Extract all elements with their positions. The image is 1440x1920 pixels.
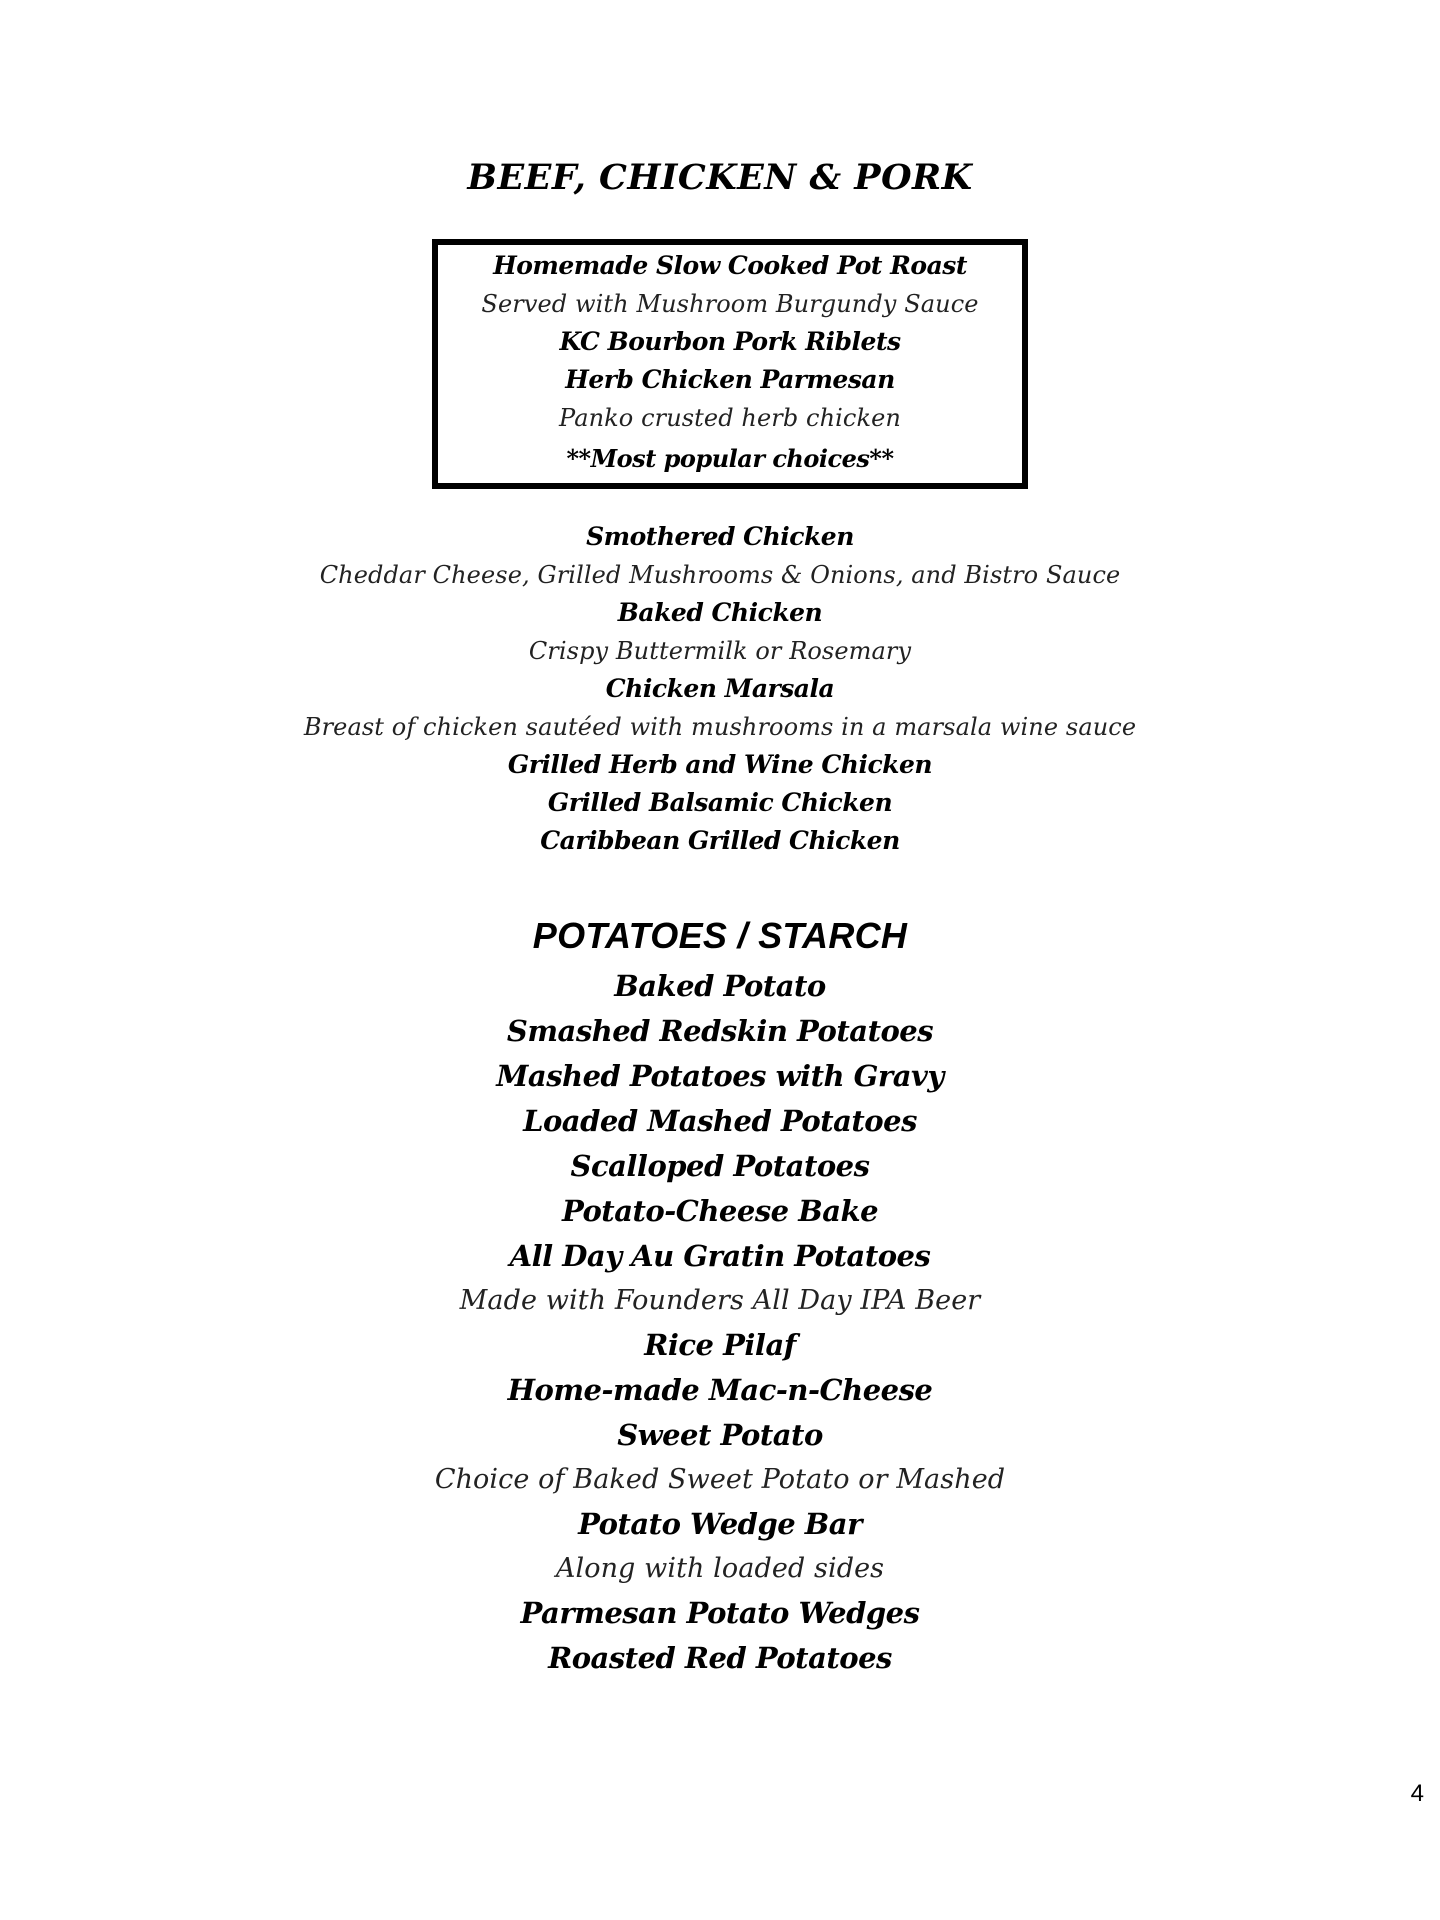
item-description: Crispy Buttermilk or Rosemary <box>528 637 912 665</box>
item-name: Grilled Balsamic Chicken <box>547 788 893 817</box>
page-number: 4 <box>1410 1780 1424 1807</box>
menu-item-mashed-gravy <box>0 1054 1440 1099</box>
item-name: KC Bourbon Pork Riblets <box>559 327 901 356</box>
menu-item-rice-pilaf <box>0 1323 1440 1368</box>
item-name: Mashed Potatoes with Gravy <box>496 1059 944 1093</box>
popular-items-list <box>432 247 1028 481</box>
item-description: Cheddar Cheese, Grilled Mushrooms & Onions, and Bistro Sauce <box>319 561 1121 589</box>
section-heading-potatoes-starch: POTATOES / STARCH <box>532 915 908 956</box>
item-name: Scalloped Potatoes <box>570 1149 870 1183</box>
item-name: Smothered Chicken <box>586 522 854 551</box>
item-name: Homemade Slow Cooked Pot Roast <box>493 251 967 280</box>
item-description: Served with Mushroom Burgundy Sauce <box>481 290 979 318</box>
item-name: Herb Chicken Parmesan <box>565 365 895 394</box>
menu-item-scalloped <box>0 1144 1440 1189</box>
menu-item-parmesan-wedges <box>0 1591 1440 1636</box>
item-description: Breast of chicken sautéed with mushrooms in a marsala wine sauce <box>303 713 1137 741</box>
menu-item-grilled-herb-wine-chicken <box>0 746 1440 784</box>
menu-item-baked-potato <box>0 964 1440 1009</box>
potatoes-starch-items-list <box>0 964 1440 1681</box>
item-name: Roasted Red Potatoes <box>548 1641 892 1675</box>
item-name: Grilled Herb and Wine Chicken <box>507 750 933 779</box>
item-description: Along with loaded sides <box>555 1553 885 1584</box>
menu-item-pot-roast <box>432 247 1028 323</box>
item-name: Sweet Potato <box>617 1418 823 1452</box>
menu-item-smothered-chicken <box>0 518 1440 594</box>
item-name: Smashed Redskin Potatoes <box>506 1014 934 1048</box>
menu-item-chicken-marsala <box>0 670 1440 746</box>
item-name: Rice Pilaf <box>644 1328 796 1362</box>
item-name: All Day Au Gratin Potatoes <box>509 1239 931 1273</box>
item-name: Chicken Marsala <box>605 674 835 703</box>
menu-item-loaded-mashed <box>0 1099 1440 1144</box>
item-name: Potato Wedge Bar <box>578 1507 862 1541</box>
menu-item-au-gratin <box>0 1234 1440 1323</box>
item-description: Made with Founders All Day IPA Beer <box>459 1285 981 1316</box>
item-name: Potato-Cheese Bake <box>561 1194 879 1228</box>
item-name: Caribbean Grilled Chicken <box>540 826 900 855</box>
menu-item-smashed-redskin <box>0 1009 1440 1054</box>
item-name: Parmesan Potato Wedges <box>520 1596 920 1630</box>
menu-item-mac-n-cheese <box>0 1368 1440 1413</box>
popular-choices-note: **Most popular choices** <box>566 444 894 473</box>
menu-item-pork-riblets <box>432 323 1028 361</box>
menu-item-roasted-red <box>0 1636 1440 1681</box>
section-heading-beef-chicken-pork: BEEF, CHICKEN & PORK <box>467 157 973 198</box>
item-name: Loaded Mashed Potatoes <box>523 1104 917 1138</box>
item-name: Home-made Mac-n-Cheese <box>507 1373 933 1407</box>
item-name: Baked Chicken <box>617 598 823 627</box>
menu-item-sweet-potato <box>0 1413 1440 1502</box>
menu-item-grilled-balsamic-chicken <box>0 784 1440 822</box>
item-name: Baked Potato <box>614 969 826 1003</box>
item-description: Choice of Baked Sweet Potato or Mashed <box>434 1464 1006 1495</box>
menu-item-potato-wedge-bar <box>0 1502 1440 1591</box>
menu-item-potato-cheese-bake <box>0 1189 1440 1234</box>
menu-item-herb-chicken-parmesan <box>432 361 1028 437</box>
menu-item-baked-chicken <box>0 594 1440 670</box>
menu-item-caribbean-grilled-chicken <box>0 822 1440 860</box>
item-description: Panko crusted herb chicken <box>559 404 901 432</box>
beef-chicken-pork-items-list <box>0 518 1440 860</box>
